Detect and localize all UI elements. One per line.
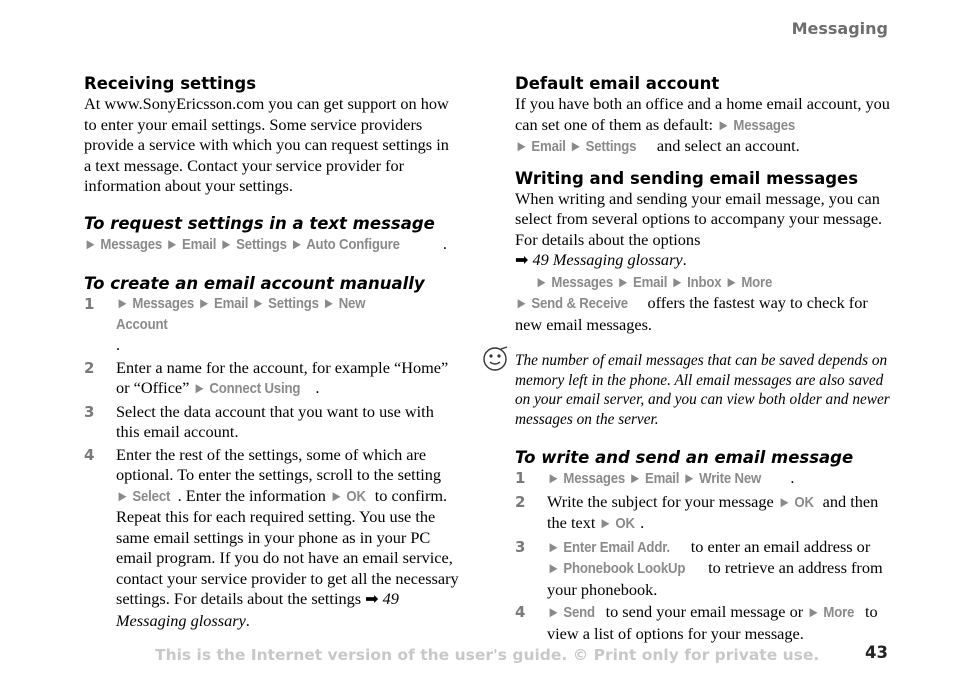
reference-arrow-icon: ➡ [365,591,379,608]
default-account-heading: Default email account [515,74,720,93]
menu-path: ► Phonebook LookUp [547,560,686,577]
menu-path: ► Messages ► Email ► Write New [547,470,762,487]
create-account-steps [84,294,460,631]
step-text: Enter the rest of the settings, some of which are optional. To enter the settings, scroll to the setting [116,444,442,484]
step-1 [515,468,890,490]
page-header-title: Messaging [791,19,888,38]
step-text: to enter an email address or [686,536,871,556]
step-text: . Enter the information [177,485,330,505]
step-number: 1 [515,469,526,487]
punct: . [790,468,795,487]
step-number: 3 [84,402,95,421]
menu-path: ► OK [329,487,366,505]
punct: . [315,378,320,397]
menu-path: ► Email ► Settings [515,138,637,155]
step-2 [84,358,460,400]
step-number: 2 [84,358,95,377]
step-2 [515,492,890,535]
menu-path: ► Enter Email Addr. [547,538,670,556]
menu-path: ► Send [547,604,595,621]
right-column [515,73,890,646]
step-4 [84,445,460,632]
step-text: Enter a name for the account, for example “Home” or “Office” [116,357,449,397]
writing-sending-body [515,189,890,336]
body-text: When writing and sending your email message, you can select from several options to accompany your message. For details about the options [515,188,883,249]
page-number: 43 [865,643,888,662]
receiving-settings-body: At www.SonyEricsson.com you can get support on how to enter your email settings. Some service providers provide a service with which you can request settings in a text message. Contact your service provider for information about your settings. [84,94,449,195]
step-1 [84,294,460,356]
step-number: 1 [84,295,95,313]
menu-path: ► Messages ► Email ► Settings ► New Account [116,295,366,333]
body-text: and select an account. [652,136,800,155]
step-text: to confirm. Repeat this for each required setting. You use the same email settings in your phone as in your PC email program. If you do not have an email service, contact your service provider to get all the necessary settings. For details about the settings [116,485,459,608]
note-icon [481,345,509,373]
menu-path: ► Select [116,487,171,505]
write-send-steps [515,468,890,644]
left-column [84,73,460,633]
punct: . [640,513,645,532]
punct: . [682,250,687,269]
menu-path: ► Messages [717,116,796,134]
menu-path: ► OK [777,493,814,511]
step-3 [84,402,460,443]
step-text: Select the data account that you want to use with this email account. [116,401,434,441]
punct: . [442,233,447,253]
step-text: to retrieve an address from your phonebook. [547,558,883,599]
body-text: If you have both an office and a home email account, you can set one of them as default: [515,94,890,134]
write-send-heading: To write and send an email message [515,448,854,467]
step-3 [515,537,890,601]
step-number: 4 [84,445,95,464]
step-4 [515,602,890,644]
step-text: Write the subject for your message [547,491,778,511]
menu-path: ► Messages ► Email ► Inbox ► More [535,273,773,291]
step-number: 2 [515,492,526,511]
step-text: to view a list of options for your message. [547,602,878,643]
default-account-body [515,94,890,158]
step-text: and then the text [547,491,879,532]
menu-path: ► Connect Using [193,380,301,397]
step-number: 4 [515,603,526,621]
receiving-settings-heading: Receiving settings [84,74,257,93]
step-text: to send your email message or [601,602,808,621]
glossary-reference[interactable]: 49 Messaging glossary [116,589,399,630]
writing-sending-heading: Writing and sending email messages [515,168,859,188]
body-text: offers the fastest way to check for new email messages. [515,293,868,334]
punct: . [116,335,121,354]
menu-path: ► OK [599,515,636,532]
reference-arrow-icon: ➡ [515,252,529,269]
glossary-reference[interactable]: 49 Messaging glossary [528,250,683,269]
request-settings-path [84,234,460,256]
step-number: 3 [515,537,526,556]
punct: . [245,610,250,630]
menu-path: ► Send & Receive [515,295,628,312]
create-account-heading: To create an email account manually [84,274,425,293]
request-settings-heading: To request settings in a text message [84,213,435,233]
menu-path: ► Messages ► Email ► Settings ► Auto Configure [84,235,400,253]
note-block [515,351,890,429]
menu-path: ► More [807,604,855,621]
footer-disclaimer: This is the Internet version of the user's guide. © Print only for private use. [155,646,820,664]
note-text: The number of email messages that can be saved depends on memory left in the phone. All email messages are also saved on your email server, and you can view both older and newer messages on the server. [515,352,890,428]
